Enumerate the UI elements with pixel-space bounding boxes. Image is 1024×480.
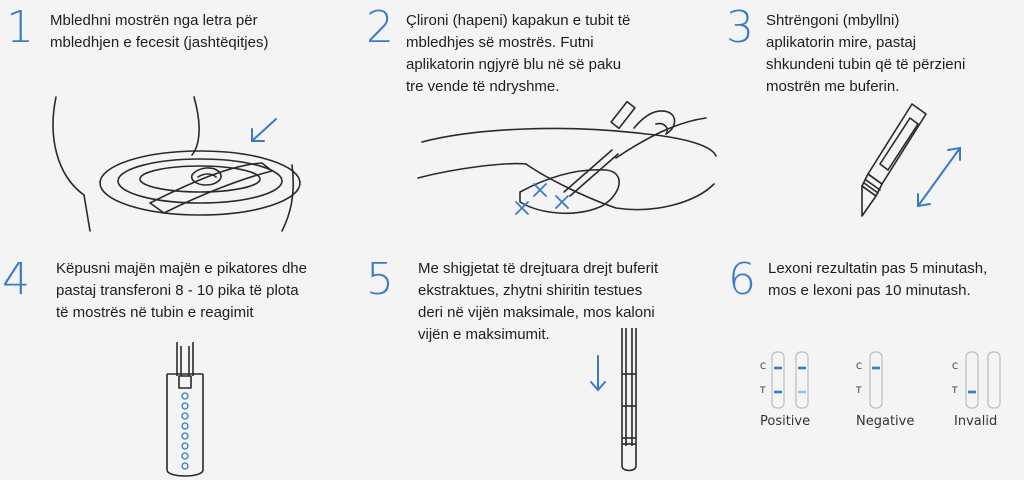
result-negative-label: Negative [856, 414, 915, 429]
result-positive-c-label: C [760, 362, 767, 372]
applicator-sampling-icon [416, 98, 726, 228]
step-4-number: 4 [2, 254, 30, 305]
step-4-text: Këpusni majën majën e pikatores dhe pastaj transferoni 8 - 10 pika të plota të mostrës në tubin e reagimit [56, 260, 307, 321]
dropper-tube-icon [155, 340, 215, 480]
test-strip-icon [582, 326, 662, 476]
step-1 [0, 0, 340, 240]
result-invalid-c-label: C [952, 362, 959, 372]
step-3 [722, 0, 1024, 240]
step-5 [360, 252, 722, 480]
shake-tube-icon [842, 98, 982, 228]
result-positive-t-label: T [760, 386, 766, 396]
step-3-number: 3 [726, 2, 754, 53]
result-invalid-t-label: T [952, 386, 958, 396]
results-illustration [722, 252, 1024, 480]
step-1-number: 1 [6, 2, 34, 53]
result-invalid-label: Invalid [954, 414, 998, 429]
result-negative-c-label: C [856, 362, 863, 372]
result-negative-t-label: T [856, 386, 862, 396]
result-positive-label: Positive [760, 414, 811, 429]
step-6-number: 6 [728, 254, 756, 305]
step-3-text: Shtrëngoni (mbyllni) aplikatorin mire, pastaj shkundeni tubin që të përzieni mostrën me buferin. [766, 12, 966, 95]
toilet-collection-icon [40, 95, 340, 235]
step-5-number: 5 [366, 254, 394, 305]
step-2 [360, 0, 700, 240]
negative-strip-icon [868, 350, 888, 410]
invalid-strip-icon [964, 350, 1014, 410]
step-6 [722, 252, 1024, 480]
step-1-text: Mbledhni mostrën nga letra për mbledhjen e fecesit (jashtëqitjes) [50, 12, 269, 51]
step-6-text: Lexoni rezultatin pas 5 minutash, mos e lexoni pas 10 minutash. [768, 260, 988, 299]
step-5-text: Me shigjetat të drejtuara drejt buferit ekstraktues, zhytni shiritin testues deri në vijën maksimale, mos kaloni vijën e maksimumit. [418, 260, 659, 343]
step-2-text: Çlironi (hapeni) kapakun e tubit të mbledhjes së mostrës. Futni aplikatorin ngjyrë blu në së paku tre vende të ndryshme. [406, 12, 631, 95]
step-2-number: 2 [366, 2, 394, 53]
positive-strip-icon [770, 350, 820, 410]
step-4 [0, 252, 360, 480]
